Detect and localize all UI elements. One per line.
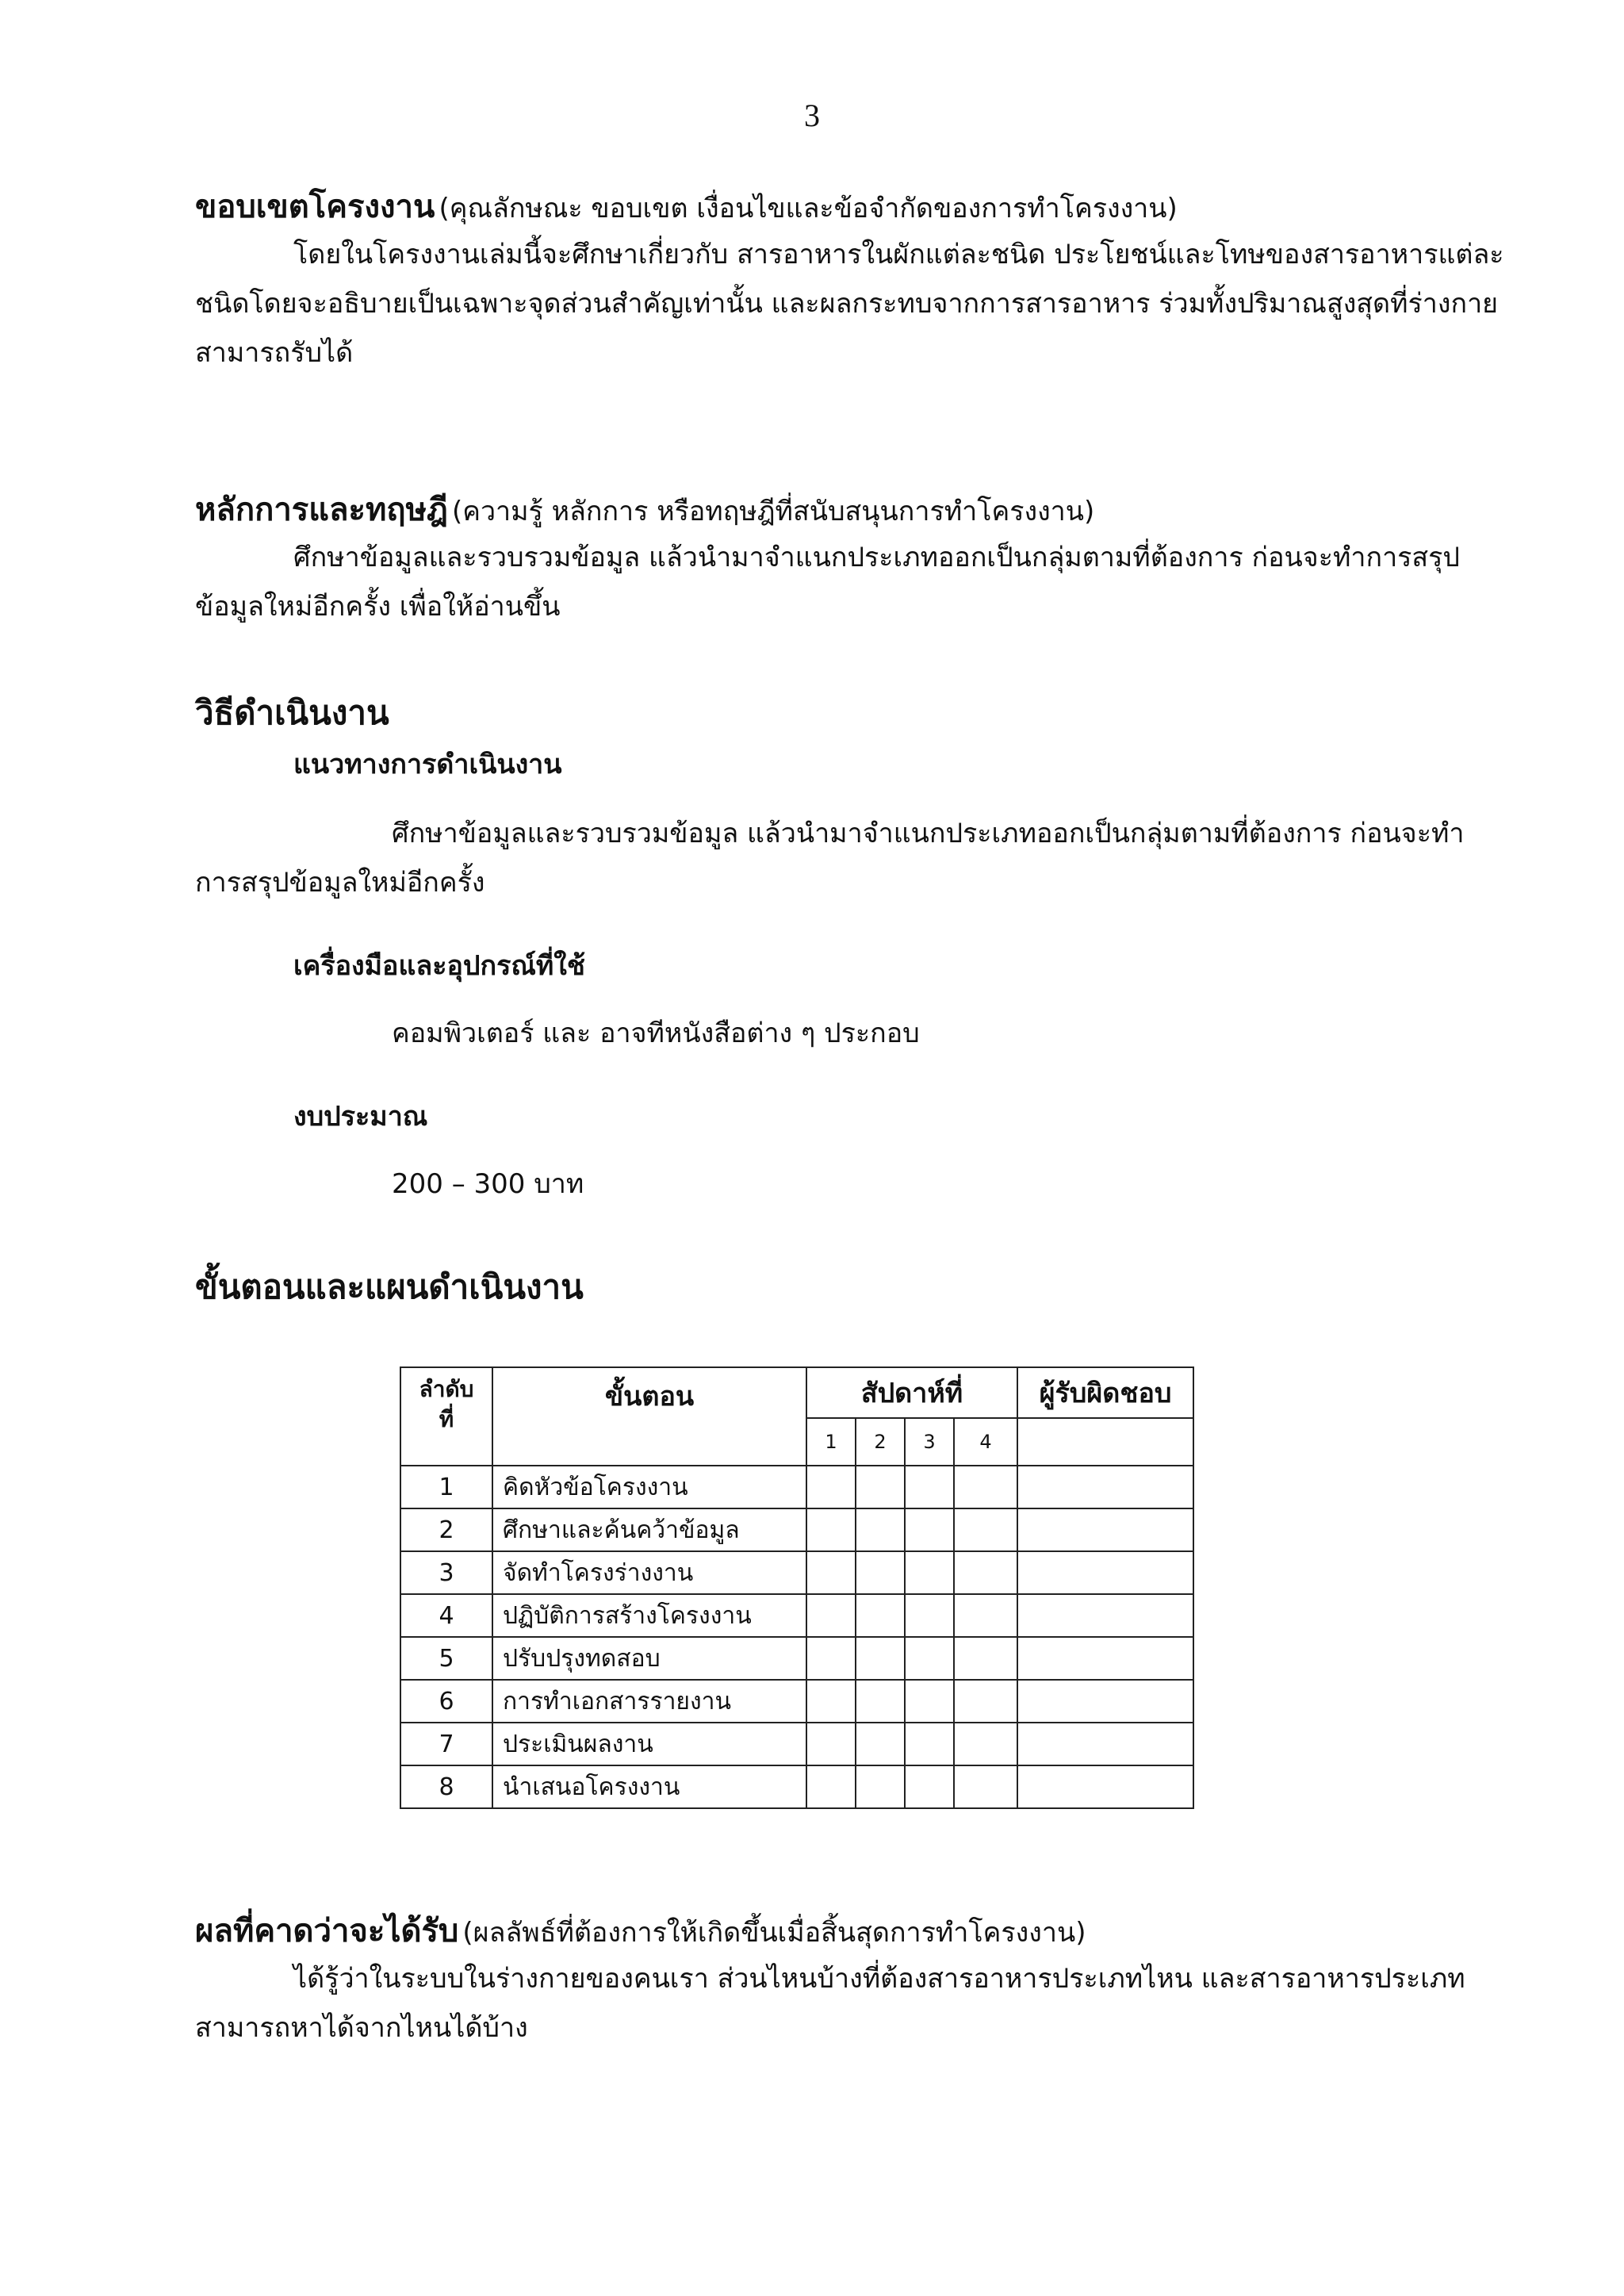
row-step: ปรับปรุงทดสอบ xyxy=(492,1637,806,1680)
budget-heading: งบประมาณ xyxy=(293,1101,428,1133)
cell xyxy=(856,1680,905,1723)
cell xyxy=(806,1723,856,1765)
row-step: นำเสนอโครงงาน xyxy=(492,1765,806,1808)
plan-heading: ขั้นตอนและแผนดำเนินงาน xyxy=(195,1267,584,1306)
cell xyxy=(954,1551,1017,1594)
cell xyxy=(806,1680,856,1723)
approach-heading: แนวทางการดำเนินงาน xyxy=(293,749,562,780)
row-step: คิดหัวข้อโครงงาน xyxy=(492,1466,806,1508)
cell xyxy=(1017,1680,1193,1723)
cell xyxy=(1017,1508,1193,1551)
cell xyxy=(905,1765,954,1808)
cell xyxy=(954,1594,1017,1637)
row-no: 2 xyxy=(400,1508,492,1551)
cell xyxy=(856,1551,905,1594)
table-row xyxy=(400,1551,1193,1594)
theory-note: (ความรู้ หลักการ หรือทฤษฎีที่สนับสนุนการทำโครงงาน) xyxy=(451,496,1095,527)
cell xyxy=(905,1594,954,1637)
cell xyxy=(806,1765,856,1808)
cell xyxy=(954,1508,1017,1551)
approach-line-1: ศึกษาข้อมูลและรวบรวมข้อมูล แล้วนำมาจำแนกประเภทออกเป็นกลุ่มตามที่ต้องการ ก่อนจะทำ xyxy=(392,818,1465,849)
header-seq xyxy=(400,1367,492,1466)
header-step: ขั้นตอน xyxy=(492,1367,806,1466)
header-owner: ผู้รับผิดชอบ xyxy=(1017,1367,1193,1418)
cell xyxy=(905,1466,954,1508)
cell xyxy=(1017,1723,1193,1765)
method-heading: วิธีดำเนินงาน xyxy=(195,693,389,732)
budget-text: 200 – 300 บาท xyxy=(392,1168,584,1200)
week-4: 4 xyxy=(954,1418,1017,1466)
cell xyxy=(806,1466,856,1508)
expected-heading: ผลที่คาดว่าจะได้รับ xyxy=(195,1913,459,1949)
table-row xyxy=(400,1765,1193,1808)
plan-table xyxy=(400,1366,1194,1809)
cell xyxy=(905,1508,954,1551)
header-week: สัปดาห์ที่ xyxy=(806,1367,1017,1418)
cell xyxy=(856,1466,905,1508)
theory-heading-line xyxy=(195,484,1094,535)
week-2: 2 xyxy=(856,1418,905,1466)
scope-heading: ขอบเขตโครงงาน xyxy=(195,189,435,225)
cell xyxy=(954,1680,1017,1723)
tools-text: คอมพิวเตอร์ และ อาจทีหนังสือต่าง ๆ ประกอบ xyxy=(392,1018,920,1049)
expected-line-1: ได้รู้ว่าในระบบในร่างกายของคนเรา ส่วนไหนบ้างที่ต้องสารอาหารประเภทไหน และสารอาหารประเภท xyxy=(293,1963,1465,1995)
row-no: 4 xyxy=(400,1594,492,1637)
expected-note: (ผลลัพธ์ที่ต้องการให้เกิดขึ้นเมื่อสิ้นสุดการทำโครงงาน) xyxy=(462,1917,1086,1949)
owner-blank xyxy=(1017,1418,1193,1466)
cell xyxy=(806,1508,856,1551)
row-no: 1 xyxy=(400,1466,492,1508)
table-row xyxy=(400,1637,1193,1680)
cell xyxy=(954,1466,1017,1508)
table-row xyxy=(400,1466,1193,1508)
cell xyxy=(905,1680,954,1723)
scope-line-1: โดยในโครงงานเล่มนี้จะศึกษาเกี่ยวกับ สารอาหารในผักแต่ละชนิด ประโยชน์และโทษของสารอาหารแต่ละ xyxy=(293,239,1504,270)
cell xyxy=(954,1637,1017,1680)
theory-heading: หลักการและทฤษฎี xyxy=(195,492,448,528)
table-row xyxy=(400,1508,1193,1551)
cell xyxy=(806,1551,856,1594)
row-no: 3 xyxy=(400,1551,492,1594)
header-seq-line1: ลำดับ xyxy=(419,1376,474,1402)
header-seq-line2: ที่ xyxy=(439,1406,454,1432)
cell xyxy=(1017,1466,1193,1508)
cell xyxy=(954,1723,1017,1765)
cell xyxy=(1017,1551,1193,1594)
row-no: 7 xyxy=(400,1723,492,1765)
cell xyxy=(806,1594,856,1637)
week-3: 3 xyxy=(905,1418,954,1466)
scope-note: (คุณลักษณะ ขอบเขต เงื่อนไขและข้อจำกัดของการทำโครงงาน) xyxy=(439,193,1178,224)
table-header-row xyxy=(400,1367,1193,1418)
expected-heading-line xyxy=(195,1905,1086,1956)
cell xyxy=(905,1723,954,1765)
cell xyxy=(856,1637,905,1680)
table-row xyxy=(400,1594,1193,1637)
theory-line-2: ข้อมูลใหม่อีกครั้ง เพื่อให้อ่านขึ้น xyxy=(195,591,561,623)
expected-line-2: สามารถหาได้จากไหนได้บ้าง xyxy=(195,2012,528,2044)
cell xyxy=(856,1594,905,1637)
row-step: การทำเอกสารรายงาน xyxy=(492,1680,806,1723)
row-no: 8 xyxy=(400,1765,492,1808)
approach-line-2: การสรุปข้อมูลใหม่อีกครั้ง xyxy=(195,867,485,899)
table-row xyxy=(400,1723,1193,1765)
cell xyxy=(856,1723,905,1765)
row-step: จัดทำโครงร่างงาน xyxy=(492,1551,806,1594)
row-step: ศึกษาและค้นคว้าข้อมูล xyxy=(492,1508,806,1551)
scope-line-3: สามารถรับได้ xyxy=(195,337,354,369)
row-step: ปฏิบัติการสร้างโครงงาน xyxy=(492,1594,806,1637)
theory-line-1: ศึกษาข้อมูลและรวบรวมข้อมูล แล้วนำมาจำแนกประเภทออกเป็นกลุ่มตามที่ต้องการ ก่อนจะทำการสรุป xyxy=(293,542,1461,573)
row-step: ประเมินผลงาน xyxy=(492,1723,806,1765)
cell xyxy=(856,1508,905,1551)
table-row xyxy=(400,1680,1193,1723)
row-no: 5 xyxy=(400,1637,492,1680)
cell xyxy=(806,1637,856,1680)
scope-line-2: ชนิดโดยจะอธิบายเป็นเฉพาะจุดส่วนสำคัญเท่านั้น และผลกระทบจากการสารอาหาร ร่วมทั้งปริมาณสูงสุดที่ร่างกาย xyxy=(195,288,1499,320)
scope-heading-line xyxy=(195,181,1178,232)
cell xyxy=(856,1765,905,1808)
tools-heading: เครื่องมือและอุปกรณ์ที่ใช้ xyxy=(293,950,585,982)
page-number: 3 xyxy=(804,98,820,133)
week-1: 1 xyxy=(806,1418,856,1466)
cell xyxy=(1017,1765,1193,1808)
cell xyxy=(905,1637,954,1680)
cell xyxy=(905,1551,954,1594)
cell xyxy=(954,1765,1017,1808)
cell xyxy=(1017,1594,1193,1637)
row-no: 6 xyxy=(400,1680,492,1723)
cell xyxy=(1017,1637,1193,1680)
